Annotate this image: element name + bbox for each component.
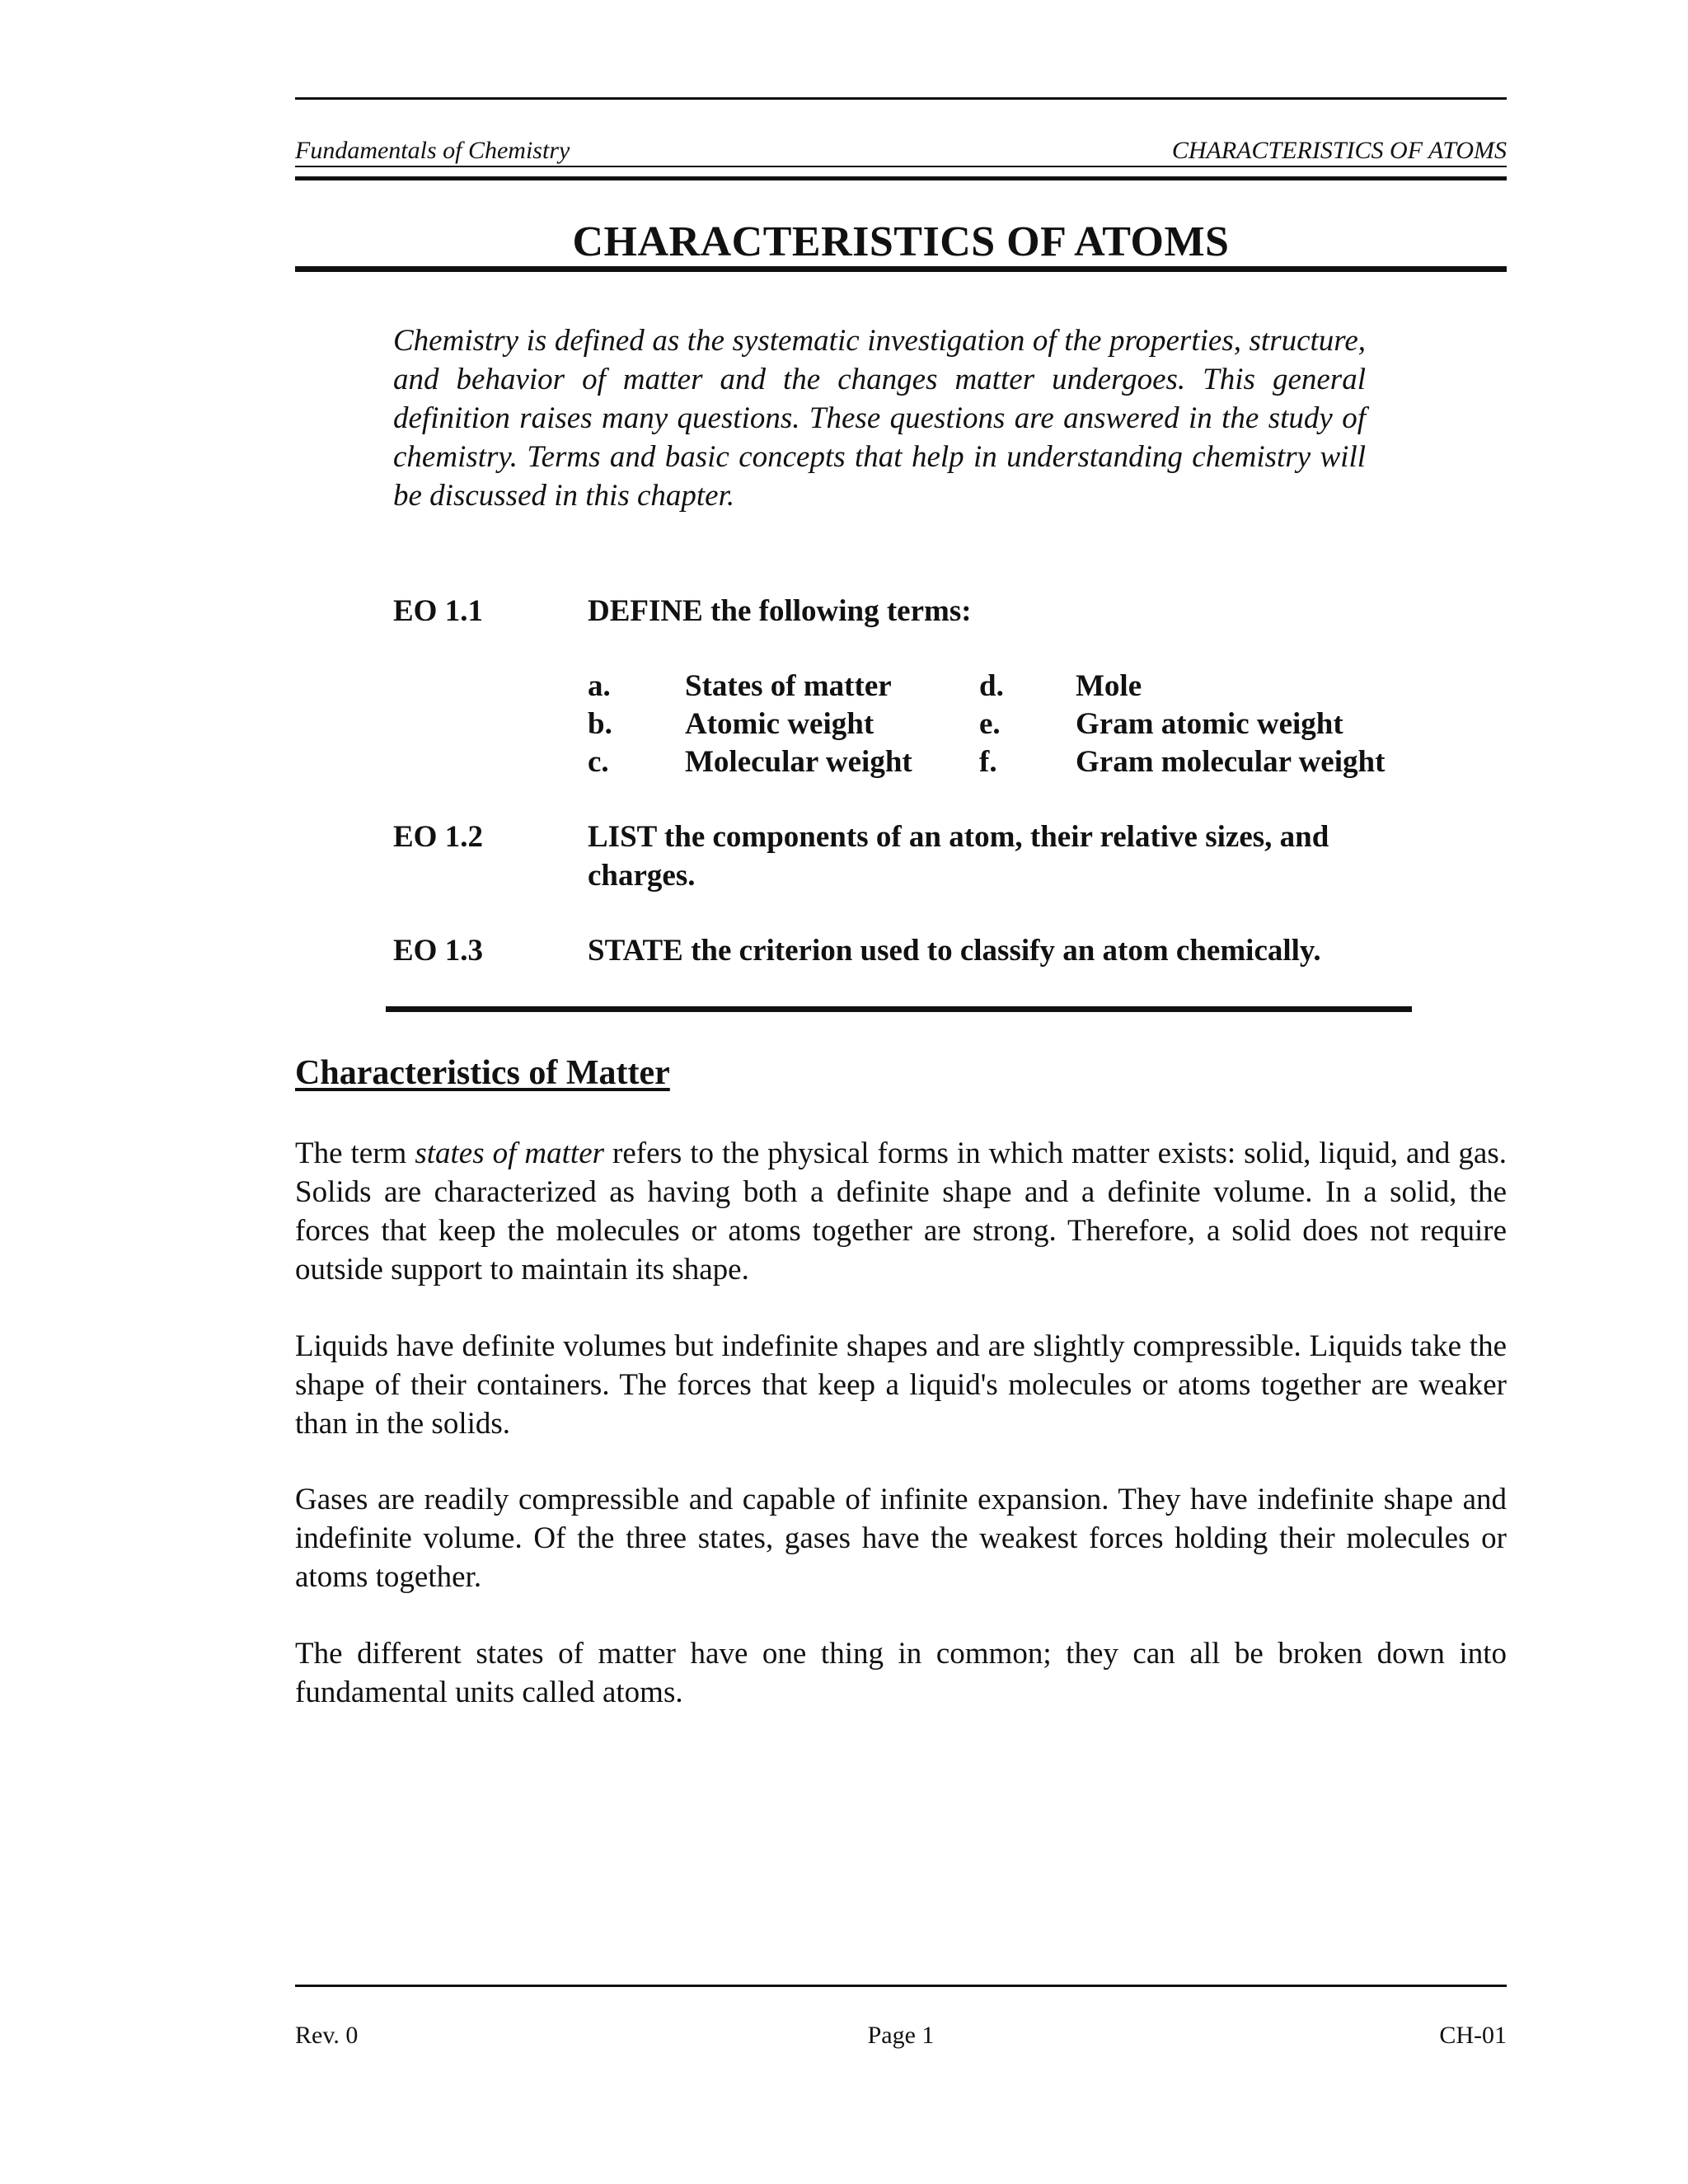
header-right: CHARACTERISTICS OF ATOMS xyxy=(1171,137,1507,164)
header-left: Fundamentals of Chemistry xyxy=(295,137,570,164)
intro-paragraph: Chemistry is defined as the systematic investigation of the properties, structure, and behavior of matter and the changes matter undergoes. This general definition raises many questions. These questions are answered in the study of chemistry. Terms and basic concepts that help in understanding chemistry will be discussed in this chapter. xyxy=(393,324,1366,513)
paragraph-rest: refers to the physical forms in which matter exists: solid, liquid, and gas. Solids are characterized as having both a definite shape and a definite volume. In a solid, the forces that keep the molecules or atoms together are strong. Therefore, a solid does not require outside support to maintain its shape. xyxy=(295,1137,1507,1286)
term-name: States of matter xyxy=(685,669,892,703)
top-rule xyxy=(295,97,1507,100)
body-paragraph-1 xyxy=(295,1134,1507,1289)
term-letter: b. xyxy=(588,707,612,741)
term-letter: f. xyxy=(979,745,997,779)
paragraph-lead: The term xyxy=(295,1137,415,1170)
section-heading: Characteristics of Matter xyxy=(295,1054,670,1092)
objective-text: LIST the components of an atom, their relative sizes, and charges. xyxy=(588,820,1329,893)
objective-code: EO 1.2 xyxy=(393,820,483,854)
footer-page-number: Page 1 xyxy=(867,2022,935,2049)
objectives-rule xyxy=(386,1006,1412,1012)
chapter-title: CHARACTERISTICS OF ATOMS xyxy=(572,218,1230,265)
emphasis-term: states of matter xyxy=(415,1137,605,1170)
body-paragraph-4: The different states of matter have one thing in common; they can all be broken down into fundamental units called atoms. xyxy=(295,1637,1507,1709)
term-letter: a. xyxy=(588,669,611,703)
header-double-rule xyxy=(295,176,1507,180)
objective-text: STATE the criterion used to classify an atom chemically. xyxy=(588,934,1321,968)
term-name: Mole xyxy=(1076,669,1142,703)
objective-code: EO 1.3 xyxy=(393,934,483,968)
term-letter: c. xyxy=(588,745,609,779)
footer-rule xyxy=(295,1985,1507,1987)
objective-code: EO 1.1 xyxy=(393,594,483,628)
body-paragraph-3: Gases are readily compressible and capable of infinite expansion. They have indefinite shape and indefinite volume. Of the three states, gases have the weakest forces holding their molecules or atoms together. xyxy=(295,1483,1507,1594)
footer-revision: Rev. 0 xyxy=(295,2022,359,2049)
term-name: Molecular weight xyxy=(685,745,912,779)
objective-1-2 xyxy=(393,818,1448,897)
term-name: Gram atomic weight xyxy=(1076,707,1343,741)
term-letter: d. xyxy=(979,669,1004,703)
term-name: Atomic weight xyxy=(685,707,874,741)
body-paragraph-2: Liquids have definite volumes but indefinite shapes and are slightly compressible. Liquids take the shape of their containers. The forces that keep a liquid's molecules or atoms together are weaker than in the solids. xyxy=(295,1329,1507,1441)
objective-1-1 xyxy=(393,592,1448,633)
header-underline xyxy=(295,166,1507,167)
objective-1-3 xyxy=(393,931,1448,972)
title-rule xyxy=(295,266,1507,272)
objective-text: DEFINE the following terms: xyxy=(588,594,972,628)
term-name: Gram molecular weight xyxy=(1076,745,1386,779)
term-letter: e. xyxy=(979,707,1001,741)
footer-chapter-code: CH-01 xyxy=(1439,2022,1507,2049)
